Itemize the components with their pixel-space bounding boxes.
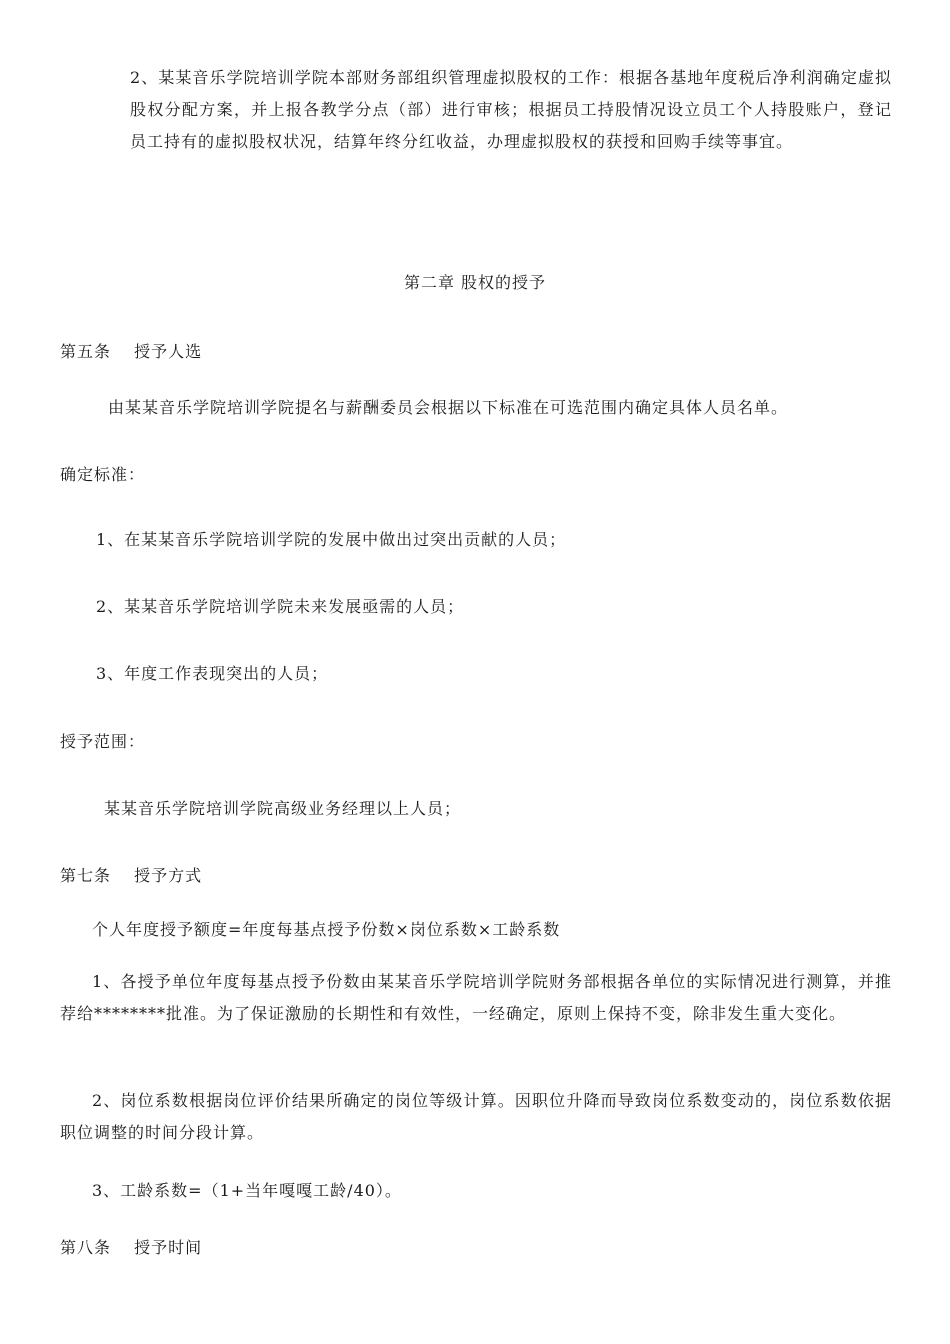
criteria-item-1: 1、在某某音乐学院培训学院的发展中做出过突出贡献的人员； <box>96 530 567 549</box>
criteria-label: 确定标准： <box>60 465 146 484</box>
chapter-title: 第二章 股权的授予 <box>403 273 547 292</box>
scope-label: 授予范围： <box>60 732 146 751</box>
article-7-item-2: 2、岗位系数根据岗位评价结果所确定的岗位等级计算。因职位升降而导致岗位系数变动的，岗位系数依据职位调整的时间分段计算。 <box>60 1091 892 1142</box>
criteria-item-2: 2、某某音乐学院培训学院未来发展亟需的人员； <box>96 597 465 616</box>
scope-text: 某某音乐学院培训学院高级业务经理以上人员； <box>104 799 462 818</box>
criteria-item-3: 3、年度工作表现突出的人员； <box>96 664 329 683</box>
article-8-heading: 第八条 授予时间 <box>60 1238 203 1257</box>
paragraph-finance-duty: 2、某某音乐学院培训学院本部财务部组织管理虚拟股权的工作：根据各基地年度税后净利润确定虚拟股权分配方案，并上报各教学分点（部）进行审核；根据员工持股情况设立员工个人持股账户，登记员工持有的虚拟股权状况，结算年终分红收益，办理虚拟股权的获授和回购手续等事宜。 <box>130 68 892 151</box>
article-5-intro: 由某某音乐学院培训学院提名与薪酬委员会根据以下标准在可选范围内确定具体人员名单。 <box>108 398 789 417</box>
grant-formula: 个人年度授予额度=年度每基点授予份数×岗位系数×工龄系数 <box>92 920 561 939</box>
article-7-item-1: 1、各授予单位年度每基点授予份数由某某音乐学院培训学院财务部根据各单位的实际情况进行测算，并推荐给********批准。为了保证激励的长期性和有效性，一经确定，原则上保持不变，除非发生重大变化。 <box>60 972 892 1023</box>
article-7-item-3: 3、工龄系数=（1+当年嘎嘎工龄/40）。 <box>92 1181 402 1200</box>
article-5-heading: 第五条 授予人选 <box>60 342 203 361</box>
article-7-heading: 第七条 授予方式 <box>60 866 203 885</box>
